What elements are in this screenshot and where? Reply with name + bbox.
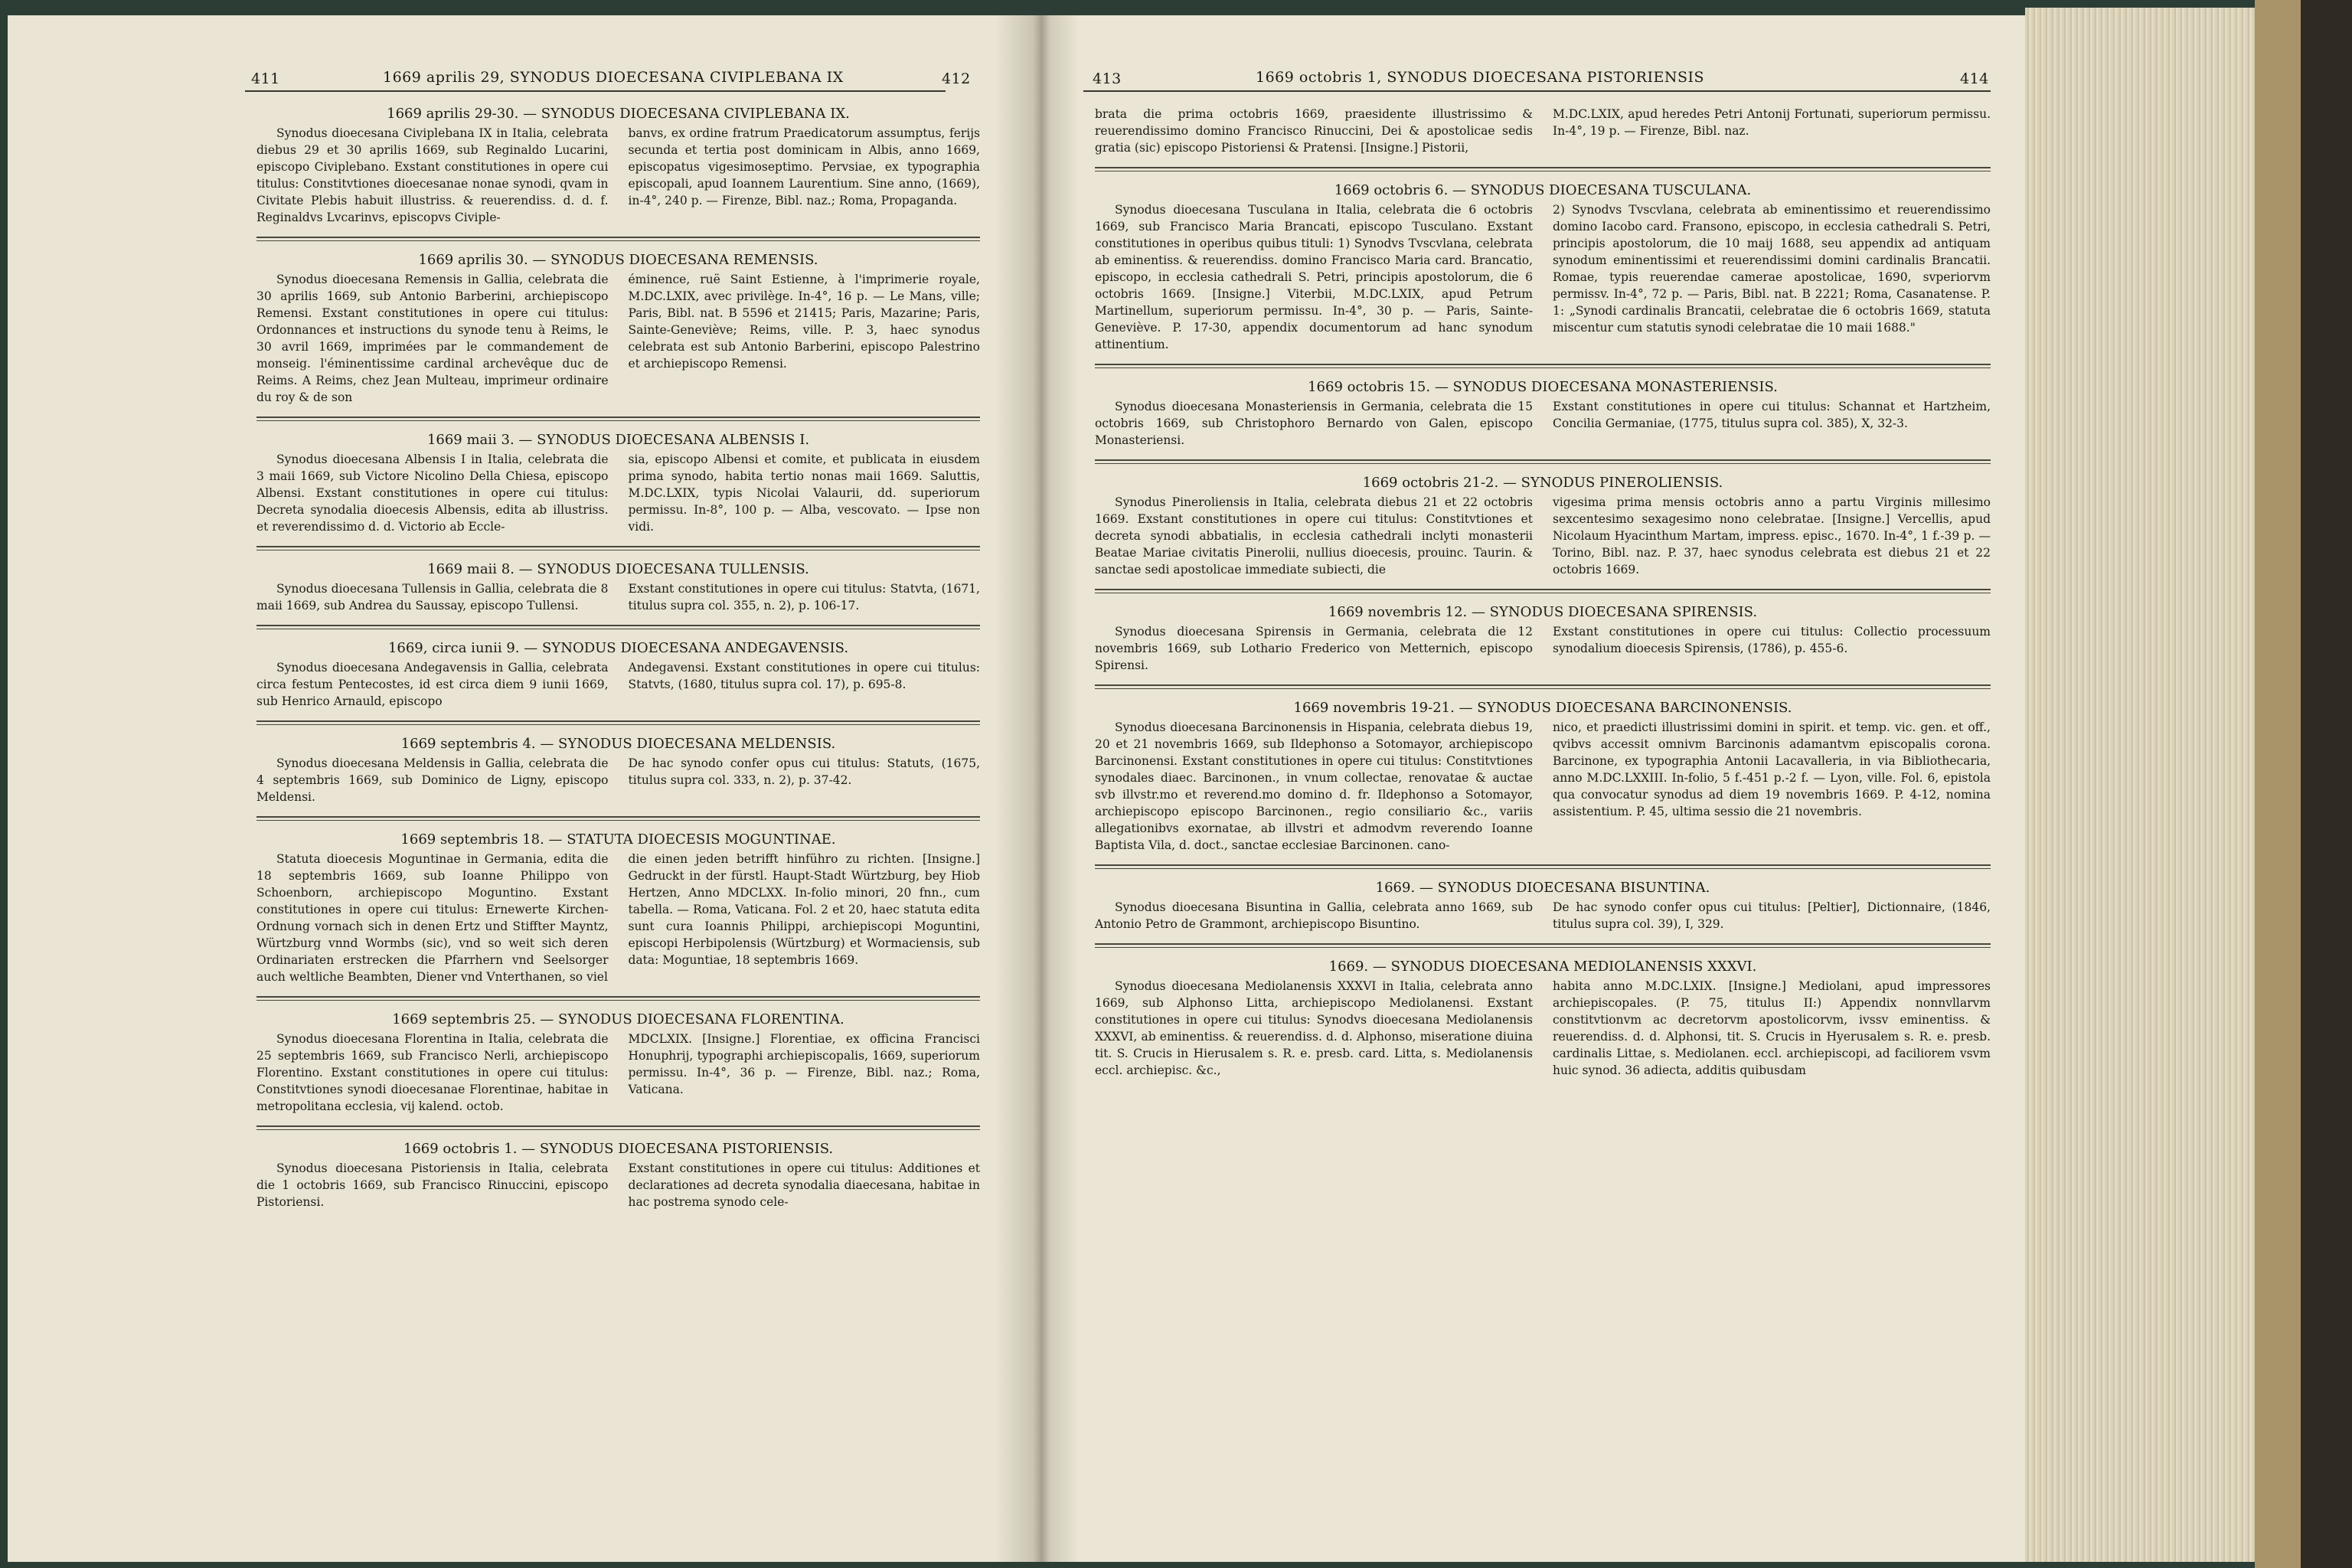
entry-text: Synodus dioecesana Meldensis in Gallia, celebrata die 4 septembris 1669, sub Dominico de Ligny, episcopo Meldensi. xyxy=(256,756,609,804)
entry-text: Synodus dioecesana Bisuntina in Gallia, celebrata anno 1669, sub Antonio Petro de Grammont, archiepiscopo Bisuntino. xyxy=(1095,900,1533,931)
page-number: 413 xyxy=(1093,70,1122,87)
entry-column-left xyxy=(256,1160,609,1210)
entry-column-right xyxy=(1553,978,1991,1079)
entry-column-right xyxy=(1553,494,1991,578)
entry-separator xyxy=(1095,943,1991,948)
entry-text: Exstant constitutiones in opere cui titulus: Additiones et declarationes ad decreta synodalia diaecesana, habitae in hac postrema synodo cele- xyxy=(628,1161,980,1209)
synod-entry xyxy=(256,640,980,725)
entry-title: 1669 septembris 4. — SYNODUS DIOECESANA MELDENSIS. xyxy=(400,736,836,752)
entry-column-left xyxy=(256,125,609,226)
synod-entry xyxy=(1095,475,1991,593)
entry-separator xyxy=(256,416,980,421)
synod-entry xyxy=(1095,959,1991,1079)
entry-title: 1669 maii 8. — SYNODUS DIOECESANA TULLENSIS. xyxy=(427,561,809,577)
book-cover xyxy=(2255,0,2301,1568)
entry-text: Exstant constitutiones in opere cui titulus: Statvta, (1671, titulus supra col. 355, n. 2), p. 106-17. xyxy=(628,582,980,612)
entry-text: Exstant constitutiones in opere cui titulus: Schannat et Hartzheim, Concilia Germaniae, (1775, titulus supra col. 385), X, 32-3. xyxy=(1553,400,1991,430)
entry-separator xyxy=(1095,364,1991,368)
entry-column-right xyxy=(629,659,981,710)
entry-text: Synodus dioecesana Remensis in Gallia, celebrata die 30 aprilis 1669, sub Antonio Barberini, archiepiscopo Remensi. Exstant constitutiones in opere cui titulus: Ordonnances et instructions du synode tenu à Reims, le 30 avril 1669, imprimées par le commandement de monseig. l'éminentissime cardinal archevêque duc de Reims. A Reims, chez Jean Multeau, imprimeur ordinaire du roy & de son xyxy=(256,273,609,404)
entry-text: M.DC.LXIX, apud heredes Petri Antonij Fortunati, superiorum permissu. In-4°, 19 p. — Firenze, Bibl. naz. xyxy=(1553,107,1991,138)
entry-text: Synodus dioecesana Tullensis in Gallia, celebrata die 8 maii 1669, sub Andrea du Saussay, episcopo Tullensi. xyxy=(256,582,609,612)
synod-entry xyxy=(1095,700,1991,869)
entry-column-right xyxy=(1553,398,1991,449)
page-edges xyxy=(2025,8,2255,1562)
entry-separator xyxy=(1095,589,1991,593)
synod-entry xyxy=(1095,880,1991,948)
entry-text: banvs, ex ordine fratrum Praedicatorum assumptus, ferijs secunda et tertia post dominicam in Albis, anno 1669, episcopatus vigesimoseptimo. Pervsiae, ex typographia episcopali, apud Ioannem Laurentium. Sine anno, (1669), in-4°, 240 p. — Firenze, Bibl. naz.; Roma, Propaganda. xyxy=(628,126,980,207)
entry-text: Exstant constitutiones in opere cui titulus: Collectio processuum synodalium dioecesis Spirensis, (1786), p. 455-6. xyxy=(1553,625,1991,655)
entry-column-right xyxy=(629,755,981,805)
entry-column-right xyxy=(629,580,981,614)
entry-text: Synodus dioecesana Andegavensis in Gallia, celebrata circa festum Pentecostes, id est circa diem 9 iunii 1669, sub Henrico Arnauld, episcopo xyxy=(256,661,609,708)
entry-column-right xyxy=(629,451,981,535)
entry-separator xyxy=(256,546,980,550)
entry-text: Synodus dioecesana Pistoriensis in Italia, celebrata die 1 octobris 1669, sub Francisco Rinuccini, episcopo Pistoriensi. xyxy=(256,1161,609,1209)
entry-separator xyxy=(1095,167,1991,172)
entry-text: MDCLXIX. [Insigne.] Florentiae, ex officina Francisci Honuphrij, typographi archiepiscopalis, 1669, superiorum permissu. In-4°, 36 p. — Firenze, Bibl. naz.; Roma, Vaticana. xyxy=(628,1032,980,1096)
entry-title: 1669 maii 3. — SYNODUS DIOECESANA ALBENSIS I. xyxy=(426,432,810,448)
entry-text: Synodus dioecesana Tusculana in Italia, celebrata die 6 octobris 1669, sub Francisco Maria Brancati, episcopo Tusculano. Exstant constitutiones in operibus quibus tituli: 1) Synodvs Tvscvlana, celebrata ab eminentiss. & reuerendiss. domino Francisco Maria card. Brancatio, episcopo, in ecclesia cathedrali S. Petri, principis apostolorum, die 6 octobris 1669. [Insigne.] Viterbii, M.DC.LXIX, apud Petrum Martinellum, superiorum permissu. In-4°, 30 p. — Paris, Sainte-Geneviève. P. 17-30, appendix documentorum ad hanc synodum attinentium. xyxy=(1095,203,1533,351)
entry-column-left xyxy=(256,659,609,710)
entry-text: Synodus dioecesana Florentina in Italia, celebrata die 25 septembris 1669, sub Francisco Nerli, archiepiscopo Florentino. Exstant constitutiones in opere cui titulus: Constitvtiones synodi dioecesanae Florentinae, habitae in metropolitana ecclesia, vij kalend. octob. xyxy=(256,1032,609,1113)
left-page xyxy=(8,15,1037,1562)
entry-separator xyxy=(256,720,980,725)
entry-text: vigesima prima mensis octobris anno a partu Virginis millesimo sexcentesimo sexagesimo nono celebratae. [Insigne.] Vercellis, apud Nicolaum Hyacinthum Martam, impress. episc., 1670. In-4°, 1 f.-39 p. — Torino, Bibl. naz. P. 37, haec synodus celebrata est diebus 21 et 22 octobris 1669. xyxy=(1553,495,1991,577)
entry-column-right xyxy=(629,1160,981,1210)
entry-separator xyxy=(256,996,980,1001)
synod-entry xyxy=(256,432,980,550)
entry-separator xyxy=(256,625,980,629)
entry-text: Synodus dioecesana Albensis I in Italia, celebrata die 3 maii 1669, sub Victore Nicolino Della Chiesa, episcopo Albensi. Exstant constitutiones in opere cui titulus: Decreta synodalia dioecesis Albensis, edita ab illustriss. et reverendissimo d. d. Victorio ab Eccle- xyxy=(256,452,609,534)
continued-entry xyxy=(1095,106,1991,172)
entry-column-left xyxy=(1095,899,1533,933)
synod-entry xyxy=(256,1141,980,1210)
entry-column-right xyxy=(1553,899,1991,933)
entry-column-left xyxy=(1095,978,1533,1079)
entry-text: sia, episcopo Albensi et comite, et publicata in eiusdem prima synodo, habita tertio nonas maii 1669. Saluttis, M.DC.LXIX, typis Nicolai Valaurii, dd. superiorum permissu. In-8°, 100 p. — Alba, vescovato. — Ipse non vidi. xyxy=(628,452,980,534)
synod-entry xyxy=(256,252,980,421)
entry-text: Synodus dioecesana Barcinonensis in Hispania, celebrata diebus 19, 20 et 21 novembris 1669, sub Ildephonso a Sotomayor, archiepiscopo Barcinonensi. Exstant constitutiones in opere cui titulus: Constitvtiones synodales diaec. Barcinonen., in vnum collectae, renovatae & auctae svb illvstr.mo et reverend.mo domino d. fr. Ildephonso a Sotomayor, archiepiscopo episcopo Barcinonen., regio consiliario &c., variis allegationibvs exornatae, ab illvstri et admodvm reverendo Ioanne Baptista Vila, d. doct., sanctae ecclesiae Barcinonen. cano- xyxy=(1095,720,1533,852)
entry-text: die einen jeden betrifft hinführo zu richten. [Insigne.] Gedruckt in der fürstl. Haupt-Stadt Würtzburg, bey Hiob Hertzen, Anno MDCLXX. In-folio minori, 20 fnn., cum tabella. — Roma, Vaticana. Fol. 2 et 20, haec statuta edita sunt cura Ioannis Philippi, archiepiscopi Moguntini, episcopi Herbipolensis (Würtzburg) et Wormaciensis, sub data: Moguntiae, 18 septembris 1669. xyxy=(628,852,980,967)
entry-text: Andegavensi. Exstant constitutiones in opere cui titulus: Statvts, (1680, titulus supra col. 17), p. 695-8. xyxy=(628,661,980,691)
entry-column-left xyxy=(1095,201,1533,353)
entry-title: 1669 octobris 6. — SYNODUS DIOECESANA TUSCULANA. xyxy=(1334,182,1752,198)
entry-separator xyxy=(1095,864,1991,869)
entry-text: Synodus Pineroliensis in Italia, celebrata diebus 21 et 22 octobris 1669. Exstant constitutiones in opere cui titulus: Constitvtiones et decreta synodi abbatialis, in ecclesia cathedrali inclyti monasterii Beatae Mariae civitatis Pinerolii, nullius dioecesis, prouinc. Taurin. & sanctae sedi apostolicae immediate subiecti, die xyxy=(1095,495,1533,577)
entry-column-left xyxy=(256,271,609,406)
entry-title: 1669 novembris 12. — SYNODUS DIOECESANA SPIRENSIS. xyxy=(1328,604,1758,620)
right-page-body xyxy=(1037,106,2025,1079)
synod-entry xyxy=(256,106,980,241)
synod-entry xyxy=(256,561,980,629)
entry-title: 1669 aprilis 30. — SYNODUS DIOECESANA REMENSIS. xyxy=(418,252,818,268)
entry-separator xyxy=(1095,459,1991,464)
synod-entry xyxy=(256,736,980,821)
entry-column-right xyxy=(1553,106,1991,156)
entry-separator xyxy=(256,237,980,241)
running-head-right xyxy=(1037,55,2025,98)
synod-entry xyxy=(1095,379,1991,464)
entry-column-left xyxy=(256,1031,609,1115)
header-rule xyxy=(1083,90,1991,92)
entry-text: De hac synodo confer opus cui titulus: [Peltier], Dictionnaire, (1846, titulus supra col. 39), I, 329. xyxy=(1553,900,1991,931)
entry-column-right xyxy=(629,851,981,985)
entry-text: Synodus dioecesana Civiplebana IX in Italia, celebrata diebus 29 et 30 aprilis 1669, sub Reginaldo Lucarini, episcopo Civiplebano. Exstant constitutiones in opere cui titulus: Constitvtiones dioecesanae nonae synodi, qvam in Civitate Plebis habuit illustriss. & reuerendiss. d. d. f. Reginaldvs Lvcarinvs, episcopvs Civiple- xyxy=(256,126,609,224)
entry-title: 1669 octobris 15. — SYNODUS DIOECESANA MONASTERIENSIS. xyxy=(1308,379,1778,395)
right-page xyxy=(1037,15,2025,1562)
entry-column-left xyxy=(1095,494,1533,578)
entry-title: 1669, circa iunii 9. — SYNODUS DIOECESANA ANDEGAVENSIS. xyxy=(387,640,849,656)
entry-column-left xyxy=(1095,106,1533,156)
entry-text: Synodus dioecesana Spirensis in Germania, celebrata die 12 novembris 1669, sub Lothario Frederico von Metternich, episcopo Spirensi. xyxy=(1095,625,1533,672)
running-title: 1669 octobris 1, SYNODUS DIOECESANA PISTORIENSIS xyxy=(1256,69,1705,86)
entry-title: 1669. — SYNODUS DIOECESANA BISUNTINA. xyxy=(1375,880,1710,896)
entry-column-left xyxy=(1095,719,1533,854)
page-number: 412 xyxy=(942,70,971,87)
entry-column-right xyxy=(629,271,981,406)
entry-title: 1669. — SYNODUS DIOECESANA MEDIOLANENSIS XXXVI. xyxy=(1328,959,1757,975)
entry-text: De hac synodo confer opus cui titulus: Statuts, (1675, titulus supra col. 333, n. 2), p. 37-42. xyxy=(628,756,980,787)
running-title: 1669 aprilis 29, SYNODUS DIOECESANA CIVIPLEBANA IX xyxy=(383,69,844,86)
entry-text: Statuta dioecesis Moguntinae in Germania, edita die 18 septembris 1669, sub Ioanne Philippo von Schoenborn, archiepiscopo Moguntino. Exstant constitutiones in opere cui titulus: Ernewerte Kirchen-Ordnung vornach sich in denen Ertz und Stiffter Mayntz, Würtzburg vnnd Wormbs (sic), vnd so weit sich deren Ordinariaten erstrecken die Pfarrhern vnd Seelsorger auch weltliche Beambten, Diener vnd Vnterthanen, so viel xyxy=(256,852,609,984)
synod-entry xyxy=(1095,182,1991,368)
entry-column-right xyxy=(629,125,981,226)
background-edge xyxy=(2301,0,2352,1568)
entry-text: Synodus dioecesana Mediolanensis XXXVI in Italia, celebrata anno 1669, sub Alphonso Litta, archiepiscopo Mediolanensi. Exstant constitutiones in opere cui titulus: Synodvs dioecesana Mediolanensis XXXVI, ab eminentiss. & reuerendiss. d. d. Alphonso, miseratione diuina tit. S. Crucis in Hierusalem s. R. e. presb. card. Litta, s. Mediolanensis eccl. archiepisc. &c., xyxy=(1095,979,1533,1077)
entry-text: habita anno M.DC.LXIX. [Insigne.] Mediolani, apud impressores archiepiscopales. (P. 75, titulus II:) Appendix nonnvllarvm constitvtionvm ac decretorvm apostolicorvm, ivssv eminentiss. & reuerendiss. d. d. Alphonsi, tit. S. Crucis in Hyerusalem s. R. e. presb. cardinalis Littae, s. Mediolanen. eccl. archiepiscopi, ad faciliorem vsvm huic synod. 36 adiecta, additis quibusdam xyxy=(1553,979,1991,1077)
left-page-body xyxy=(8,106,1037,1210)
entry-title: 1669 septembris 25. — SYNODUS DIOECESANA FLORENTINA. xyxy=(392,1011,844,1027)
entry-title: 1669 novembris 19-21. — SYNODUS DIOECESANA BARCINONENSIS. xyxy=(1293,700,1792,716)
entry-text: 2) Synodvs Tvscvlana, celebrata ab eminentissimo et reuerendissimo domino Iacobo card. Fransono, episcopo, in ecclesia cathedrali S. Petri, principis apostolorum, die 10 maij 1688, seu appendix ad antiquam synodum eminentissimi et reuerendissimi domini cardinalis Brancatii. Romae, typis reuerendae camerae apostolicae, 1690, svperiorvm permissv. In-4°, 72 p. — Paris, Bibl. nat. B 2221; Roma, Casanatense. P. 1: „Synodi cardinalis Brancatii, celebratae die 6 octobris 1669, statuta miscentur cum statutis synodi celebratae die 10 maii 1688." xyxy=(1553,203,1991,335)
entry-title: 1669 septembris 18. — STATUTA DIOECESIS MOGUNTINAE. xyxy=(400,831,836,848)
entry-column-right xyxy=(1553,623,1991,674)
entry-separator xyxy=(256,1125,980,1130)
entry-separator xyxy=(256,816,980,821)
entry-column-left xyxy=(256,451,609,535)
entry-text: éminence, ruë Saint Estienne, à l'imprimerie royale, M.DC.LXIX, avec privilège. In-4°, 16 p. — Le Mans, ville; Paris, Bibl. nat. B 5596 et 21415; Paris, Mazarine; Paris, Sainte-Geneviève; Reims, ville. P. 3, haec synodus celebrata est sub Antonio Barberini, episcopo Palestrino et archiepiscopo Remensi. xyxy=(628,273,980,371)
entry-column-left xyxy=(256,755,609,805)
entry-text: brata die prima octobris 1669, praesidente illustrissimo & reuerendissimo domino Francisco Rinuccini, Dei & apostolicae sedis gratia (sic) episcopo Pistoriensi & Pratensi. [Insigne.] Pistorii, xyxy=(1095,107,1533,155)
entry-title: 1669 octobris 21-2. — SYNODUS PINEROLIENSIS. xyxy=(1362,475,1723,491)
entry-text: nico, et praedicti illustrissimi domini in spirit. et temp. vic. gen. et off., qvibvs accessit omnivm Barcinonis adamantvm episcopalis corona. Barcinone, ex typographia Antonii Lacavalleria, in via Bibliothecaria, anno M.DC.LXXIII. In-folio, 5 f.-451 p.-2 f. — Lyon, ville. Fol. 6, epistola qua convocatur synodus ad diem 19 novembris 1669. P. 4-12, nomina assistentium. P. 45, ultima sessio die 21 novembris. xyxy=(1553,720,1991,818)
entry-column-left xyxy=(1095,623,1533,674)
synod-entry xyxy=(256,831,980,1001)
entry-column-right xyxy=(629,1031,981,1115)
entry-title: 1669 aprilis 29-30. — SYNODUS DIOECESANA CIVIPLEBANA IX. xyxy=(387,106,850,122)
page-number: 411 xyxy=(251,70,280,87)
running-head-left xyxy=(8,55,1037,98)
entry-separator xyxy=(1095,684,1991,689)
entry-column-right xyxy=(1553,201,1991,353)
header-rule xyxy=(245,90,946,92)
entry-column-left xyxy=(1095,398,1533,449)
entry-column-right xyxy=(1553,719,1991,854)
synod-entry xyxy=(1095,604,1991,689)
page-number: 414 xyxy=(1960,70,1989,87)
entry-title: 1669 octobris 1. — SYNODUS DIOECESANA PISTORIENSIS. xyxy=(403,1141,834,1157)
entry-column-left xyxy=(256,851,609,985)
entry-column-left xyxy=(256,580,609,614)
synod-entry xyxy=(256,1011,980,1130)
entry-text: Synodus dioecesana Monasteriensis in Germania, celebrata die 15 octobris 1669, sub Christophoro Bernardo von Galen, episcopo Monasteriensi. xyxy=(1095,400,1533,447)
